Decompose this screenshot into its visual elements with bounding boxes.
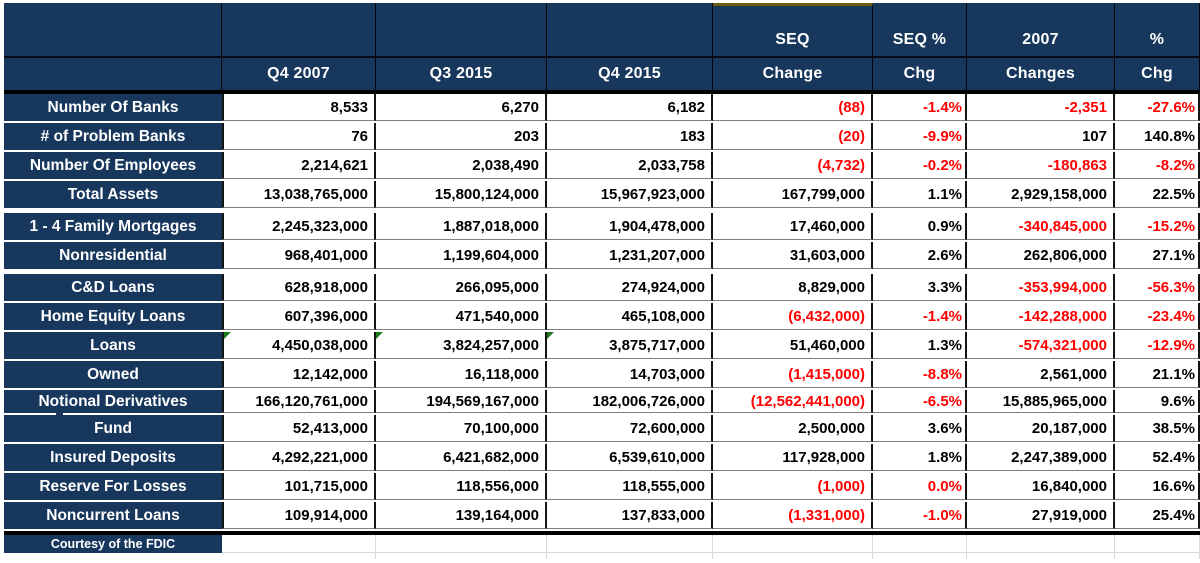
empty-cell[interactable] <box>873 535 967 553</box>
data-cell[interactable]: 52,413,000 <box>222 415 376 442</box>
header-cell-q4-2007[interactable]: Q4 2007 <box>222 58 376 90</box>
header-cell-2007-changes[interactable]: Changes <box>967 58 1115 90</box>
header-cell-q4-2015-top[interactable] <box>547 3 713 56</box>
data-cell[interactable]: 2,929,158,000 <box>967 181 1115 208</box>
row-label-cell[interactable]: Nonresidential <box>4 242 222 269</box>
data-cell[interactable]: 118,555,000 <box>547 473 713 500</box>
data-cell[interactable]: 109,914,000 <box>222 502 376 529</box>
data-cell[interactable]: (12,562,441,000) <box>713 390 873 413</box>
data-cell[interactable]: 31,603,000 <box>713 242 873 269</box>
row-label-cell[interactable]: Number Of Employees <box>4 152 222 179</box>
row-label-cell[interactable]: Noncurrent Loans <box>4 502 222 529</box>
empty-cell[interactable] <box>713 535 873 553</box>
data-cell[interactable]: 2,033,758 <box>547 152 713 179</box>
table-row <box>4 123 1200 150</box>
data-cell[interactable]: 14,703,000 <box>547 361 713 388</box>
error-triangle-icon <box>376 332 383 339</box>
table-row <box>4 274 1200 301</box>
table-row <box>4 444 1200 471</box>
data-cell[interactable]: -15.2% <box>1115 213 1200 240</box>
data-cell[interactable]: 2,038,490 <box>376 152 547 179</box>
data-cell[interactable]: 107 <box>967 123 1115 150</box>
table-row <box>4 242 1200 269</box>
data-cell[interactable]: 607,396,000 <box>222 303 376 330</box>
data-cell[interactable]: 3,824,257,000 <box>376 332 547 359</box>
table-row <box>4 94 1200 121</box>
row-label-cell[interactable]: Home Equity Loans <box>4 303 222 330</box>
empty-cell <box>547 553 713 559</box>
data-cell[interactable]: 117,928,000 <box>713 444 873 471</box>
data-cell[interactable]: -6.5% <box>873 390 967 413</box>
empty-cell[interactable] <box>547 535 713 553</box>
header-cell-seq-change[interactable]: Change <box>713 58 873 90</box>
data-cell[interactable]: 8,829,000 <box>713 274 873 301</box>
table-row <box>4 473 1200 500</box>
table-row <box>4 361 1200 388</box>
data-cell[interactable]: 9.6% <box>1115 390 1200 413</box>
data-cell[interactable]: -353,994,000 <box>967 274 1115 301</box>
data-cell[interactable]: 70,100,000 <box>376 415 547 442</box>
data-cell[interactable]: 101,715,000 <box>222 473 376 500</box>
data-cell[interactable]: 1.3% <box>873 332 967 359</box>
data-cell[interactable]: -56.3% <box>1115 274 1200 301</box>
data-cell[interactable]: 15,967,923,000 <box>547 181 713 208</box>
data-cell[interactable]: 2,214,621 <box>222 152 376 179</box>
data-cell[interactable]: 6,539,610,000 <box>547 444 713 471</box>
data-cell[interactable]: (88) <box>713 94 873 121</box>
row-label-cell[interactable]: Number Of Banks <box>4 94 222 121</box>
data-cell[interactable]: -2,351 <box>967 94 1115 121</box>
empty-cell <box>713 553 873 559</box>
empty-cell <box>1115 553 1200 559</box>
row-label-cell[interactable]: Owned <box>4 361 222 388</box>
table-row <box>4 181 1200 208</box>
error-triangle-icon <box>547 332 554 339</box>
data-cell[interactable]: -9.9% <box>873 123 967 150</box>
data-cell[interactable]: 274,924,000 <box>547 274 713 301</box>
header-cell-seq-pct[interactable]: SEQ % <box>873 3 967 56</box>
data-cell[interactable]: 1,904,478,000 <box>547 213 713 240</box>
data-cell[interactable]: 22.5% <box>1115 181 1200 208</box>
data-cell[interactable]: 203 <box>376 123 547 150</box>
header-cell-q4-2007-top[interactable] <box>222 3 376 56</box>
data-cell[interactable]: 262,806,000 <box>967 242 1115 269</box>
partial-empty-row <box>4 553 1200 559</box>
data-cell[interactable]: 27,919,000 <box>967 502 1115 529</box>
data-cell[interactable]: 76 <box>222 123 376 150</box>
data-cell[interactable]: 15,800,124,000 <box>376 181 547 208</box>
data-cell[interactable]: -23.4% <box>1115 303 1200 330</box>
table-row <box>4 415 1200 442</box>
data-cell[interactable]: 183 <box>547 123 713 150</box>
data-cell[interactable]: (4,732) <box>713 152 873 179</box>
header-corner-cell-2[interactable] <box>4 58 222 90</box>
data-cell[interactable]: -1.4% <box>873 303 967 330</box>
header-cell-q3-2015-top[interactable] <box>376 3 547 56</box>
row-label-cell[interactable]: Notional Derivatives <box>4 390 222 413</box>
header-cell-seq[interactable]: SEQ <box>713 3 873 56</box>
empty-cell <box>967 553 1115 559</box>
table-row <box>4 152 1200 179</box>
data-cell[interactable]: 628,918,000 <box>222 274 376 301</box>
empty-cell[interactable] <box>1115 535 1200 553</box>
data-cell[interactable]: 25.4% <box>1115 502 1200 529</box>
data-cell[interactable]: 2.6% <box>873 242 967 269</box>
data-cell[interactable]: 16.6% <box>1115 473 1200 500</box>
data-cell[interactable]: 1.1% <box>873 181 967 208</box>
data-cell[interactable]: (20) <box>713 123 873 150</box>
table-row <box>4 502 1200 529</box>
row-label-cell[interactable]: 1 - 4 Family Mortgages <box>4 213 222 240</box>
row-label-cell[interactable]: Fund <box>4 415 222 442</box>
data-cell[interactable]: 3,875,717,000 <box>547 332 713 359</box>
data-cell[interactable]: (6,432,000) <box>713 303 873 330</box>
header-cell-2007[interactable]: 2007 <box>967 3 1115 56</box>
header-row-top <box>4 3 1200 56</box>
data-cell[interactable]: 72,600,000 <box>547 415 713 442</box>
data-cell[interactable]: -27.6% <box>1115 94 1200 121</box>
data-cell[interactable]: (1,331,000) <box>713 502 873 529</box>
data-cell[interactable]: 12,142,000 <box>222 361 376 388</box>
header-corner-cell[interactable] <box>4 3 222 56</box>
data-cell[interactable]: -12.9% <box>1115 332 1200 359</box>
data-cell[interactable]: 968,401,000 <box>222 242 376 269</box>
data-cell[interactable]: (1,000) <box>713 473 873 500</box>
data-cell[interactable]: 166,120,761,000 <box>222 390 376 413</box>
data-cell[interactable]: 27.1% <box>1115 242 1200 269</box>
data-cell[interactable]: 6,421,682,000 <box>376 444 547 471</box>
empty-cell <box>873 553 967 559</box>
data-cell[interactable]: 3.3% <box>873 274 967 301</box>
data-cell[interactable]: 1,231,207,000 <box>547 242 713 269</box>
empty-cell[interactable] <box>376 535 547 553</box>
data-cell[interactable]: 465,108,000 <box>547 303 713 330</box>
table-row <box>4 213 1200 240</box>
data-cell[interactable]: 51,460,000 <box>713 332 873 359</box>
row-label-cell[interactable]: Total Assets <box>4 181 222 208</box>
empty-cell <box>376 553 547 559</box>
data-cell[interactable]: -0.2% <box>873 152 967 179</box>
row-label-cell[interactable]: Loans <box>4 332 222 359</box>
data-cell[interactable]: 17,460,000 <box>713 213 873 240</box>
data-cell[interactable]: 1,887,018,000 <box>376 213 547 240</box>
data-cell[interactable]: -142,288,000 <box>967 303 1115 330</box>
data-cell[interactable]: 139,164,000 <box>376 502 547 529</box>
data-cell[interactable]: 38.5% <box>1115 415 1200 442</box>
spreadsheet-table <box>4 3 1200 559</box>
data-cell[interactable]: 2,500,000 <box>713 415 873 442</box>
data-cell[interactable]: -340,845,000 <box>967 213 1115 240</box>
footer-row <box>4 535 1200 553</box>
data-cell[interactable]: 471,540,000 <box>376 303 547 330</box>
table-row <box>4 332 1200 359</box>
data-cell[interactable]: 1.8% <box>873 444 967 471</box>
data-cell[interactable]: 20,187,000 <box>967 415 1115 442</box>
data-cell[interactable]: 21.1% <box>1115 361 1200 388</box>
data-cell[interactable]: 1,199,604,000 <box>376 242 547 269</box>
data-cell[interactable]: 6,270 <box>376 94 547 121</box>
data-cell[interactable]: -1.0% <box>873 502 967 529</box>
data-cell[interactable]: 266,095,000 <box>376 274 547 301</box>
empty-cell <box>4 553 222 559</box>
data-cell[interactable]: -1.4% <box>873 94 967 121</box>
header-cell-seq-pct-chg[interactable]: Chg <box>873 58 967 90</box>
data-cell[interactable]: 4,450,038,000 <box>222 332 376 359</box>
header-cell-q4-2015[interactable]: Q4 2015 <box>547 58 713 90</box>
data-cell[interactable]: 0.0% <box>873 473 967 500</box>
data-cell[interactable]: 167,799,000 <box>713 181 873 208</box>
data-cell[interactable]: 52.4% <box>1115 444 1200 471</box>
table-row <box>4 303 1200 330</box>
data-cell[interactable]: 140.8% <box>1115 123 1200 150</box>
empty-cell[interactable] <box>967 535 1115 553</box>
data-cell[interactable]: 182,006,726,000 <box>547 390 713 413</box>
data-cell[interactable]: 16,840,000 <box>967 473 1115 500</box>
data-cell[interactable]: 2,561,000 <box>967 361 1115 388</box>
data-cell[interactable]: 118,556,000 <box>376 473 547 500</box>
row-label-cell[interactable]: Reserve For Losses <box>4 473 222 500</box>
data-cell[interactable]: 194,569,167,000 <box>376 390 547 413</box>
error-triangle-icon <box>224 332 231 339</box>
data-cell[interactable]: 16,118,000 <box>376 361 547 388</box>
data-cell[interactable]: (1,415,000) <box>713 361 873 388</box>
data-cell[interactable]: 6,182 <box>547 94 713 121</box>
table-row <box>4 390 1200 413</box>
data-cell[interactable]: -574,321,000 <box>967 332 1115 359</box>
data-cell[interactable]: 13,038,765,000 <box>222 181 376 208</box>
table-body <box>4 94 1200 529</box>
data-cell[interactable]: 137,833,000 <box>547 502 713 529</box>
data-cell[interactable]: 0.9% <box>873 213 967 240</box>
row-label-cell[interactable]: Insured Deposits <box>4 444 222 471</box>
header-cell-pct[interactable]: % <box>1115 3 1200 56</box>
data-cell[interactable]: -180,863 <box>967 152 1115 179</box>
data-cell[interactable]: 3.6% <box>873 415 967 442</box>
data-cell[interactable]: 15,885,965,000 <box>967 390 1115 413</box>
data-cell[interactable]: 2,247,389,000 <box>967 444 1115 471</box>
data-cell[interactable]: 2,245,323,000 <box>222 213 376 240</box>
data-cell[interactable]: 8,533 <box>222 94 376 121</box>
row-label-cell[interactable]: C&D Loans <box>4 274 222 301</box>
empty-cell <box>222 553 376 559</box>
data-cell[interactable]: -8.8% <box>873 361 967 388</box>
row-label-cell[interactable]: # of Problem Banks <box>4 123 222 150</box>
empty-cell[interactable] <box>222 535 376 553</box>
header-row-bottom <box>4 58 1200 90</box>
footer-note-cell[interactable]: Courtesy of the FDIC <box>4 535 222 553</box>
data-cell[interactable]: -8.2% <box>1115 152 1200 179</box>
data-cell[interactable]: 4,292,221,000 <box>222 444 376 471</box>
header-cell-pct-chg[interactable]: Chg <box>1115 58 1200 90</box>
header-cell-q3-2015[interactable]: Q3 2015 <box>376 58 547 90</box>
